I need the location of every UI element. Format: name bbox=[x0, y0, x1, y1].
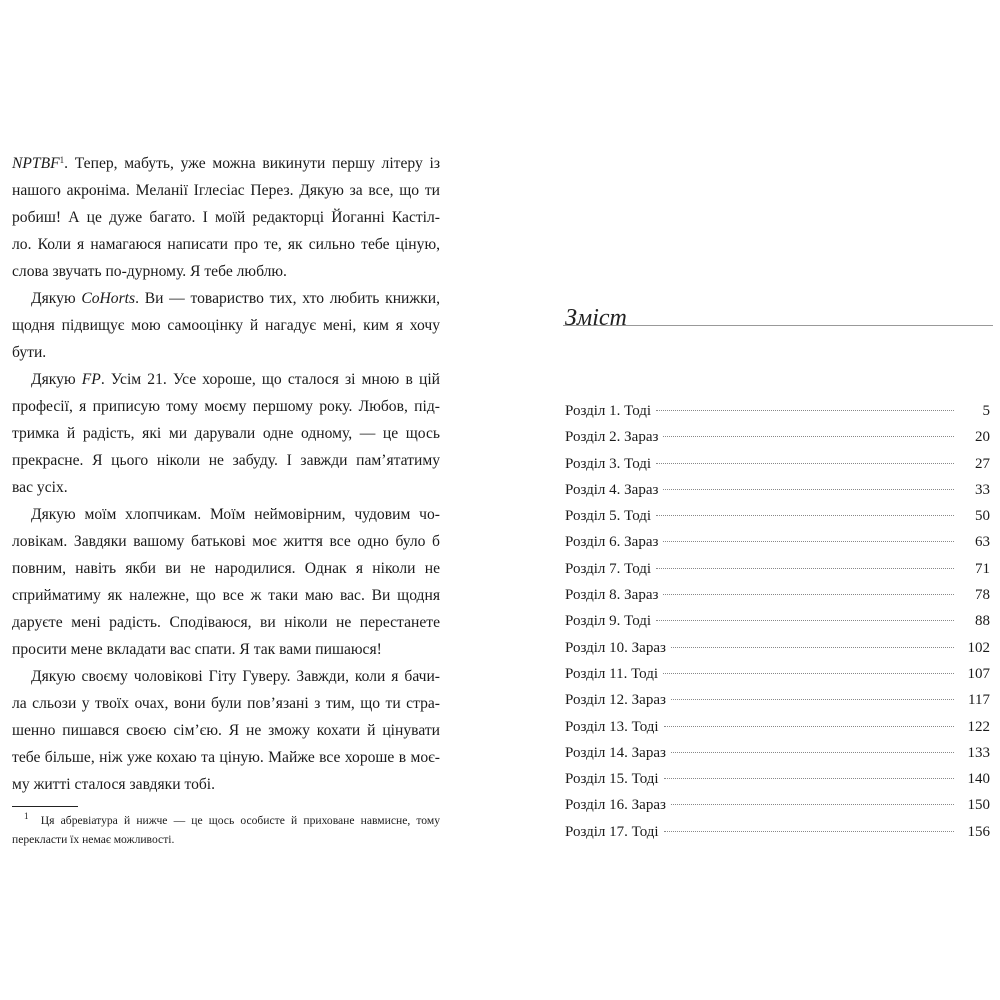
text: ла сльози у твоїх очах, вони були пов’язані з тим, що ти стра- bbox=[12, 695, 440, 712]
toc-entry-page: 27 bbox=[975, 455, 990, 472]
text: Дякую моїм хлопчикам. Моїм неймовірним, чудовим чо- bbox=[31, 506, 440, 523]
text: нашого акроніма. Меланії Іглесіас Перез. Дякую за все, що ти bbox=[12, 182, 440, 199]
text: професії, я приписую тому моєму першому року. Любов, під- bbox=[12, 398, 440, 415]
toc-entry-page: 33 bbox=[975, 481, 990, 498]
text-line bbox=[12, 393, 440, 420]
toc-leader-dots bbox=[663, 436, 954, 437]
text-line bbox=[12, 204, 440, 231]
toc-entry-label: Розділ 13. Тоді bbox=[565, 718, 659, 735]
acknowledgements-text bbox=[12, 150, 440, 798]
text: . Усім 21. Усе хороше, що сталося зі мною в цій bbox=[100, 371, 440, 388]
text: Дякую bbox=[31, 290, 82, 307]
footnote-line: перекласти їх немає можливості. bbox=[12, 833, 175, 846]
text-line bbox=[12, 474, 440, 501]
toc-leader-dots bbox=[656, 410, 954, 411]
text-line bbox=[12, 231, 440, 258]
toc-entry-page: 122 bbox=[967, 718, 990, 735]
toc-leader-dots bbox=[664, 778, 954, 779]
text-line bbox=[12, 501, 440, 528]
toc-entry-page: 156 bbox=[967, 823, 990, 840]
toc-leader-dots bbox=[671, 647, 954, 648]
toc-leader-dots bbox=[671, 804, 954, 805]
italic-name: CoHorts bbox=[81, 290, 136, 307]
toc-entry-label: Розділ 9. Тоді bbox=[565, 613, 652, 630]
toc-leader-dots bbox=[663, 541, 954, 542]
toc-entry[interactable] bbox=[565, 398, 990, 424]
toc-leader-dots bbox=[663, 489, 954, 490]
text: повним, навіть якби ви не народилися. Однак я ніколи не bbox=[12, 560, 440, 577]
footnote-divider bbox=[12, 806, 78, 807]
toc-entry-page: 78 bbox=[975, 587, 990, 604]
text: даруєте мені радість. Сподіваюся, ви ніколи не перестанете bbox=[12, 614, 440, 631]
toc-entry[interactable] bbox=[565, 687, 990, 713]
text: прекрасне. Я цього ніколи не забуду. І завжди пам’ятатиму bbox=[12, 452, 440, 469]
text-line bbox=[12, 258, 440, 285]
text: робиш! А це дуже багато. І моїй редакторці Йоганні Кастіл- bbox=[12, 209, 440, 226]
toc-leader-dots bbox=[656, 463, 954, 464]
toc-entry[interactable] bbox=[565, 608, 990, 634]
toc-entry-page: 63 bbox=[975, 534, 990, 551]
text: шенно пишався своєю сім’єю. Я не зможу кохати й цінувати bbox=[12, 722, 440, 739]
text-line bbox=[12, 366, 440, 393]
toc-entry[interactable] bbox=[565, 766, 990, 792]
italic-name: FP bbox=[81, 371, 101, 388]
text-line bbox=[12, 528, 440, 555]
footnote-marker: 1 bbox=[24, 811, 29, 821]
text-line bbox=[12, 771, 440, 798]
toc-entry-page: 71 bbox=[975, 560, 990, 577]
text-line bbox=[12, 663, 440, 690]
text-line bbox=[12, 177, 440, 204]
toc-entry-label: Розділ 7. Тоді bbox=[565, 560, 652, 577]
toc-entry-label: Розділ 11. Тоді bbox=[565, 665, 659, 682]
text-line bbox=[12, 609, 440, 636]
text-line bbox=[12, 150, 440, 177]
footnote-line bbox=[12, 811, 440, 830]
toc-title-rule bbox=[563, 325, 993, 326]
toc-leader-dots bbox=[656, 568, 954, 569]
toc-entry-page: 20 bbox=[975, 429, 990, 446]
text: вас усіх. bbox=[12, 479, 68, 496]
text-line bbox=[12, 312, 440, 339]
toc-entry-page: 88 bbox=[975, 613, 990, 630]
footnote-ref: 1 bbox=[59, 155, 65, 165]
text-line bbox=[12, 582, 440, 609]
toc-entry[interactable] bbox=[565, 661, 990, 687]
text: бути. bbox=[12, 344, 47, 361]
toc-entry-label: Розділ 1. Тоді bbox=[565, 403, 652, 419]
toc-entry[interactable] bbox=[565, 819, 990, 845]
toc-entry-label: Розділ 16. Зараз bbox=[565, 797, 666, 814]
toc-entry-label: Розділ 17. Тоді bbox=[565, 823, 659, 840]
text: . Ви — товариство тих, хто любить книжки, bbox=[135, 290, 440, 307]
toc-entry-label: Розділ 8. Зараз bbox=[565, 587, 659, 604]
toc-entry-label: Розділ 15. Тоді bbox=[565, 771, 659, 788]
text: ло. Коли я намагаюся написати про те, як сильно тебе ціную, bbox=[12, 236, 440, 253]
toc-entry[interactable] bbox=[565, 503, 990, 529]
toc-entry[interactable] bbox=[565, 740, 990, 766]
toc-entry-page: 50 bbox=[975, 508, 990, 525]
toc-entry-label: Розділ 14. Зараз bbox=[565, 744, 666, 761]
toc-leader-dots bbox=[671, 699, 954, 700]
toc-entry-page: 107 bbox=[967, 665, 990, 682]
toc-entry[interactable] bbox=[565, 792, 990, 818]
text-line bbox=[12, 717, 440, 744]
toc-entry-label: Розділ 12. Зараз bbox=[565, 692, 666, 709]
toc-title: Зміст bbox=[565, 305, 627, 331]
text: . Тепер, мабуть, уже можна викинути першу літеру із bbox=[64, 155, 440, 172]
text: му житті сталося завдяки тобі. bbox=[12, 776, 216, 793]
text: щодня підвищує мою самооцінку й нагадує мені, ким я хочу bbox=[12, 317, 440, 334]
toc-entry-label: Розділ 6. Зараз bbox=[565, 534, 659, 551]
toc-leader-dots bbox=[664, 726, 954, 727]
toc-entry[interactable] bbox=[565, 424, 990, 450]
text-line bbox=[12, 339, 440, 366]
text-line bbox=[12, 690, 440, 717]
toc-entry-page: 133 bbox=[967, 744, 990, 761]
toc-entry[interactable] bbox=[565, 477, 990, 503]
toc-leader-dots bbox=[664, 831, 954, 832]
toc-entry-page: 117 bbox=[968, 692, 990, 709]
toc-entry-label: Розділ 10. Зараз bbox=[565, 639, 666, 656]
table-of-contents bbox=[565, 398, 990, 845]
toc-entry[interactable] bbox=[565, 714, 990, 740]
toc-entry[interactable] bbox=[565, 582, 990, 608]
toc-entry-page: 140 bbox=[967, 771, 990, 788]
toc-entry-label: Розділ 5. Тоді bbox=[565, 508, 652, 525]
text-line bbox=[12, 555, 440, 582]
toc-entry[interactable] bbox=[565, 556, 990, 582]
toc-leader-dots bbox=[656, 515, 954, 516]
toc-leader-dots bbox=[671, 752, 954, 753]
footnote-text: Ця абревіатура й нижче — це щось особисте й приховане навмисне, тому bbox=[40, 814, 441, 827]
toc-entry-label: Розділ 2. Зараз bbox=[565, 429, 659, 446]
text-line bbox=[12, 636, 440, 663]
text: просити мене вкладати вас спати. Я так вами пишаюся! bbox=[12, 641, 382, 658]
toc-entry[interactable] bbox=[565, 529, 990, 555]
toc-entry[interactable] bbox=[565, 635, 990, 661]
toc-entry-page: 150 bbox=[967, 797, 990, 814]
text-line bbox=[12, 447, 440, 474]
toc-leader-dots bbox=[663, 594, 954, 595]
text: тебе більше, ніж уже кохаю та ціную. Майже все хороше в моє- bbox=[12, 749, 440, 766]
toc-entry-page: 5 bbox=[982, 403, 990, 419]
text: тримка й радість, які ми дарували одне одному, — це щось bbox=[12, 425, 440, 442]
toc-entry-page: 102 bbox=[967, 639, 990, 656]
text-line bbox=[12, 285, 440, 312]
text: ловікам. Завдяки вашому батькові моє життя все одно було б bbox=[12, 533, 440, 550]
text-line bbox=[12, 744, 440, 771]
acronym: NPTBF bbox=[12, 155, 60, 172]
text: сприйматиму як належне, що все ж таки маю вас. Ви щодня bbox=[12, 587, 440, 604]
text: слова звучать по-дурному. Я тебе люблю. bbox=[12, 263, 287, 280]
toc-entry-label: Розділ 4. Зараз bbox=[565, 481, 659, 498]
footnote bbox=[12, 811, 440, 849]
toc-leader-dots bbox=[663, 673, 954, 674]
toc-leader-dots bbox=[656, 620, 954, 621]
text: Дякую своєму чоловікові Гіту Гуверу. Завжди, коли я бачи- bbox=[31, 668, 440, 685]
text: Дякую bbox=[31, 371, 82, 388]
toc-entry[interactable] bbox=[565, 451, 990, 477]
text-line bbox=[12, 420, 440, 447]
toc-entry-label: Розділ 3. Тоді bbox=[565, 455, 652, 472]
